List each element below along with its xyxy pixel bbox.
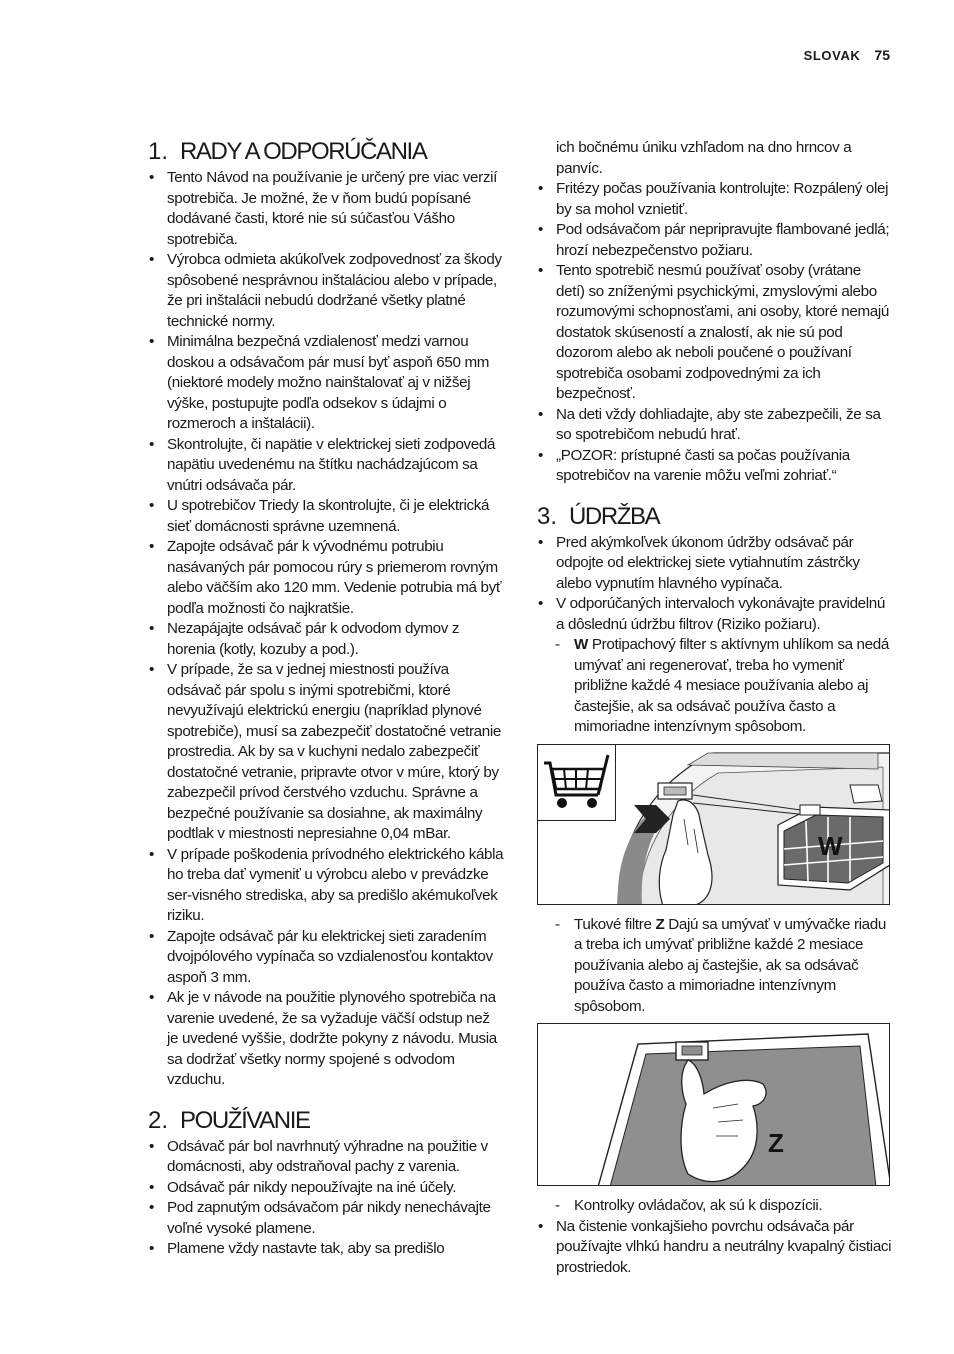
section-3-heading: 3. ÚDRŽBA [537,502,660,530]
header-language: SLOVAK [803,48,861,63]
list-item: • Na čistenie vonkajšieho povrchu odsávača pár používajte vlhkú handru a neutrálny kvapalný čistiaci prostriedok. [537,1217,893,1279]
list-item: • U spotrebičov Triedy Ia skontrolujte, či je elektrická sieť domácnosti správne uzemnená. [148,496,504,537]
section-2-list-continued [537,179,893,487]
section-1-list [148,168,504,1091]
list-item: • Odsávač pár nikdy nepoužívajte na iné účely. [148,1178,504,1199]
list-item: • Na deti vždy dohliadajte, aby ste zabezpečili, že sa so spotrebičom nebudú hrať. [537,405,893,446]
list-item: • Výrobca odmieta akúkoľvek zodpovednosť za škody spôsobené nesprávnou inštaláciou alebo v prípade, že pri inštalácii nebudú dodržané všetky platné technické normy. [148,250,504,332]
list-item: • Pod zapnutým odsávačom pár nikdy nenechávajte voľné vysoké plamene. [148,1198,504,1239]
sub-item-w-filter: - W Protipachový filter s aktívnym uhlíkom sa nedá umývať ani regenerovať, treba ho vymeniť približne každé 4 mesiace používania alebo aj častejšie, ak sa odsávač používa často a mimoriadne intenzívnym spôsobom. [537,635,893,738]
list-item: • Odsávač pár bol navrhnutý výhradne na použitie v domácnosti, aby odstraňoval pachy z varenia. [148,1137,504,1178]
list-item: • Nezapájajte odsávač pár k odvodom dymov z horenia (kotly, kozuby a pod.). [148,619,504,660]
figure-w-label: W [818,830,843,861]
sub-item-z-filter: - Tukové filtre Z Dajú sa umývať v umývačke riadu a treba ich umývať približne každé 2 mesiace používania alebo aj častejšie, ak sa odsávač používa často a mimoriadne intenzívnym spôsobom. [537,915,893,1018]
list-item: • „POZOR: prístupné časti sa počas používania spotrebičov na varenie môžu veľmi zohriať.“ [537,446,893,487]
section-3-sublist [537,915,893,1018]
list-item: • Fritézy počas používania kontrolujte: Rozpálený olej by sa mohol vznietiť. [537,179,893,220]
list-item: • Minimálna bezpečná vzdialenosť medzi varnou doskou a odsávačom pár musí byť aspoň 650 mm (niektoré modely možno nainštalovať aj v nižšej výške, postupujte podľa odsekov s údajmi o rozmeroch a inštalácii). [148,332,504,435]
section-3-list [537,533,893,738]
section-3-final-list [537,1196,893,1278]
list-item: • Skontrolujte, či napätie v elektrickej sieti zodpovedá napätiu uvedenému na štítku nachádzajúcom sa vnútri odsávača pár. [148,435,504,497]
list-item: • V prípade poškodenia prívodného elektrického kábla ho treba dať vymeniť u výrobcu alebo v prevádzke ser-visného strediska, aby sa predišlo akémukoľvek riziku. [148,845,504,927]
figure-charcoal-filter [537,744,890,905]
list-item: • Zapojte odsávač pár ku elektrickej sieti zaradením dvojpólového vypínača so vzdialenosťou kontaktov aspoň 3 mm. [148,927,504,989]
left-column [148,138,504,1260]
list-item: • V prípade, že sa v jednej miestnosti používa odsávač pár spolu s inými spotrebičmi, ktoré nevyužívajú elektrickú energiu (napríklad plynové spotrebiče), musí sa zabezpečiť dostatočné vetranie prostredia. Ak by sa v kuchyni nedalo zabezpečiť dostatočné vetranie, pripravte otvor v múre, ktorý by zabezpečil prívod čerstvého vzduchu. Správne a bezpečné používanie sa dosiahne, ak maximálny podtlak v miestnosti nepresiahne 0,04 mBar. [148,660,504,845]
page-header [804,47,890,63]
list-item: • Pred akýmkoľvek úkonom údržby odsávač pár odpojte od elektrickej siete vytiahnutím zástrčky alebo vypnutím hlavného vypínača. [537,533,893,595]
page-number: 75 [874,47,890,63]
list-item: • Pod odsávačom pár nepripravujte flambované jedlá; hrozí nebezpečenstvo požiaru. [537,220,893,261]
figure-grease-filter [537,1023,890,1186]
section-2-heading: 2. POUŽÍVANIE [148,1106,310,1134]
list-item-continuation: ich bočnému úniku vzhľadom na dno hrncov a panvíc. [556,139,852,177]
shopping-cart-icon [538,745,614,819]
cart-icon-box [538,745,616,821]
sub-item-indicators: - Kontrolky ovládačov, ak sú k dispozícii. [537,1196,893,1217]
list-item: • V odporúčaných intervaloch vykonávajte pravidelnú a dôslednú údržbu filtrov (Riziko požiaru). [537,594,893,635]
right-column [537,138,893,1278]
figure-z-label: Z [768,1128,784,1158]
section-1-heading: 1. RADY A ODPORÚČANIA [148,138,427,165]
grease-filter-illustration [538,1024,890,1186]
list-item: • Tento Návod na používanie je určený pre viac verzií spotrebiča. Je možné, že v ňom budú popísané dodávané časti, ktoré nie sú súčasťou Vášho spotrebiča. [148,168,504,250]
list-item: • Plamene vždy nastavte tak, aby sa predišlo [148,1239,504,1260]
list-item: • Ak je v návode na použitie plynového spotrebiča na varenie uvedené, že sa vyžaduje väčší odstup než je uvedené vyššie, dodržte pokyny z návodu. Musia sa dodržať všetky normy spojené s odvodom vzduchu. [148,988,504,1091]
section-2-list [148,1137,504,1260]
list-item: • Zapojte odsávač pár k vývodnému potrubiu nasávaných pár pomocou rúry s priemerom rovným alebo väčším ako 120 mm. Vedenie potrubia má byť podľa možnosti čo najkratšie. [148,537,504,619]
list-item: • Tento spotrebič nesmú používať osoby (vrátane detí) so zníženými psychickými, zmyslovými alebo rozumovými schopnosťami, ani osoby, ktoré nemajú dostatok skúseností a znalostí, ak nie sú pod dozorom alebo ak neboli poučené o používaní spotrebiča osobami zodpovednými za ich bezpečnosť. [537,261,893,405]
